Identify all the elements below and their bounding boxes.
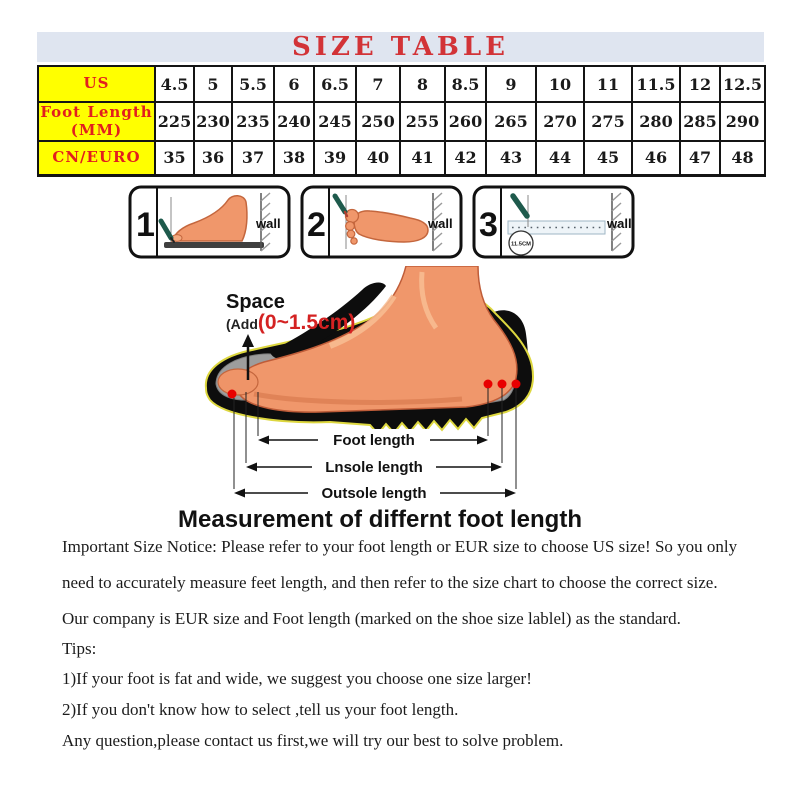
table-row-us xyxy=(38,66,765,102)
outsole-length-label: Outsole length xyxy=(321,485,427,502)
notice-line-tips: Tips: xyxy=(62,639,97,658)
measure-dot xyxy=(512,380,521,389)
foot-length-cell: 240 xyxy=(274,102,314,141)
foot-length-cell: 230 xyxy=(194,102,232,141)
euro-size-cell: 43 xyxy=(486,141,536,175)
foot-length-cell: 280 xyxy=(632,102,680,141)
notice-line: 2)If you don't know how to select ,tell us your foot length. xyxy=(62,700,459,719)
outsole-length-arrow xyxy=(234,482,516,503)
space-label: Space xyxy=(226,291,285,313)
euro-size-cell: 38 xyxy=(274,141,314,175)
size-table-title: SIZE TABLE xyxy=(292,32,509,62)
notice-line: need to accurately measure feet length, and then refer to the size chart to choose the correct size. xyxy=(62,573,718,592)
notice-line: 1)If your foot is fat and wide, we suggest you choose one size larger! xyxy=(62,669,532,688)
foot-length-cell: 265 xyxy=(486,102,536,141)
euro-size-cell: 46 xyxy=(632,141,680,175)
euro-size-cell: 47 xyxy=(680,141,720,175)
foot-length-cell: 275 xyxy=(584,102,632,141)
wall-label: wall xyxy=(607,216,632,231)
size-notice xyxy=(62,536,782,761)
foot-length-label: Foot length xyxy=(333,432,415,449)
euro-size-cell: 48 xyxy=(720,141,765,175)
measure-marker-label: 11.5CM xyxy=(511,241,531,248)
us-size-cell: 8.5 xyxy=(445,66,486,102)
table-row-cn-euro xyxy=(38,141,765,175)
euro-size-cell: 35 xyxy=(155,141,194,175)
foot-length-cell: 225 xyxy=(155,102,194,141)
us-size-cell: 11.5 xyxy=(632,66,680,102)
us-size-cell: 12 xyxy=(680,66,720,102)
euro-size-cell: 37 xyxy=(232,141,274,175)
foot-length-cell: 285 xyxy=(680,102,720,141)
step-number: 3 xyxy=(479,206,498,244)
euro-size-cell: 42 xyxy=(445,141,486,175)
row-label-foot-length: Foot Length (MM) xyxy=(38,102,155,141)
euro-size-cell: 44 xyxy=(536,141,584,175)
euro-size-cell: 39 xyxy=(314,141,356,175)
table-row-foot-length xyxy=(38,102,765,141)
us-size-cell: 6 xyxy=(274,66,314,102)
foot-length-cell: 290 xyxy=(720,102,765,141)
foot-length-arrow xyxy=(258,429,488,450)
measure-dot xyxy=(228,390,237,399)
us-size-cell: 4.5 xyxy=(155,66,194,102)
foot-length-diagram xyxy=(180,266,620,512)
wall-label: wall xyxy=(428,216,453,231)
measure-dot xyxy=(498,380,507,389)
measure-dot xyxy=(484,380,493,389)
notice-line: Important Size Notice: Please refer to your foot length or EUR size to choose US size! So you only xyxy=(62,537,738,556)
euro-size-cell: 45 xyxy=(584,141,632,175)
foot-length-cell: 235 xyxy=(232,102,274,141)
foot-length-cell: 250 xyxy=(356,102,400,141)
foot-length-cell: 245 xyxy=(314,102,356,141)
notice-line: Any question,please contact us first,we will try our best to solve problem. xyxy=(62,731,564,750)
ground-bar xyxy=(164,242,264,248)
size-table-header xyxy=(37,32,764,62)
us-size-cell: 6.5 xyxy=(314,66,356,102)
us-size-cell: 11 xyxy=(584,66,632,102)
svg-text:(Add(0~1.5cm) xyxy=(226,311,355,334)
measure-step-1-panel xyxy=(128,185,291,259)
us-size-cell: 5.5 xyxy=(232,66,274,102)
notice-line: Our company is EUR size and Foot length (marked on the shoe size lablel) as the standard. xyxy=(62,609,681,628)
us-size-cell: 5 xyxy=(194,66,232,102)
insole-length-arrow xyxy=(246,456,502,477)
row-label-cn-euro: CN/EURO xyxy=(38,141,155,175)
wall-label: wall xyxy=(256,216,281,231)
step-number: 1 xyxy=(136,206,155,244)
us-size-cell: 7 xyxy=(356,66,400,102)
space-range-label: (0~1.5cm) xyxy=(257,311,356,334)
row-label-us: US xyxy=(38,66,155,102)
foot-length-cell: 270 xyxy=(536,102,584,141)
us-size-cell: 9 xyxy=(486,66,536,102)
foot-length-cell: 260 xyxy=(445,102,486,141)
measure-step-3-panel xyxy=(472,185,635,259)
us-size-cell: 10 xyxy=(536,66,584,102)
step-number: 2 xyxy=(307,206,326,244)
size-table xyxy=(37,65,766,177)
foot-length-cell: 255 xyxy=(400,102,445,141)
measuring-steps xyxy=(128,185,635,259)
diagram-caption: Measurement of differnt foot length xyxy=(178,506,582,533)
euro-size-cell: 36 xyxy=(194,141,232,175)
toe-bump xyxy=(218,369,258,395)
us-size-cell: 12.5 xyxy=(720,66,765,102)
space-add-label: (Add xyxy=(226,316,258,332)
measure-step-2-panel xyxy=(300,185,463,259)
us-size-cell: 8 xyxy=(400,66,445,102)
insole-length-label: Lnsole length xyxy=(325,459,423,476)
euro-size-cell: 41 xyxy=(400,141,445,175)
euro-size-cell: 40 xyxy=(356,141,400,175)
